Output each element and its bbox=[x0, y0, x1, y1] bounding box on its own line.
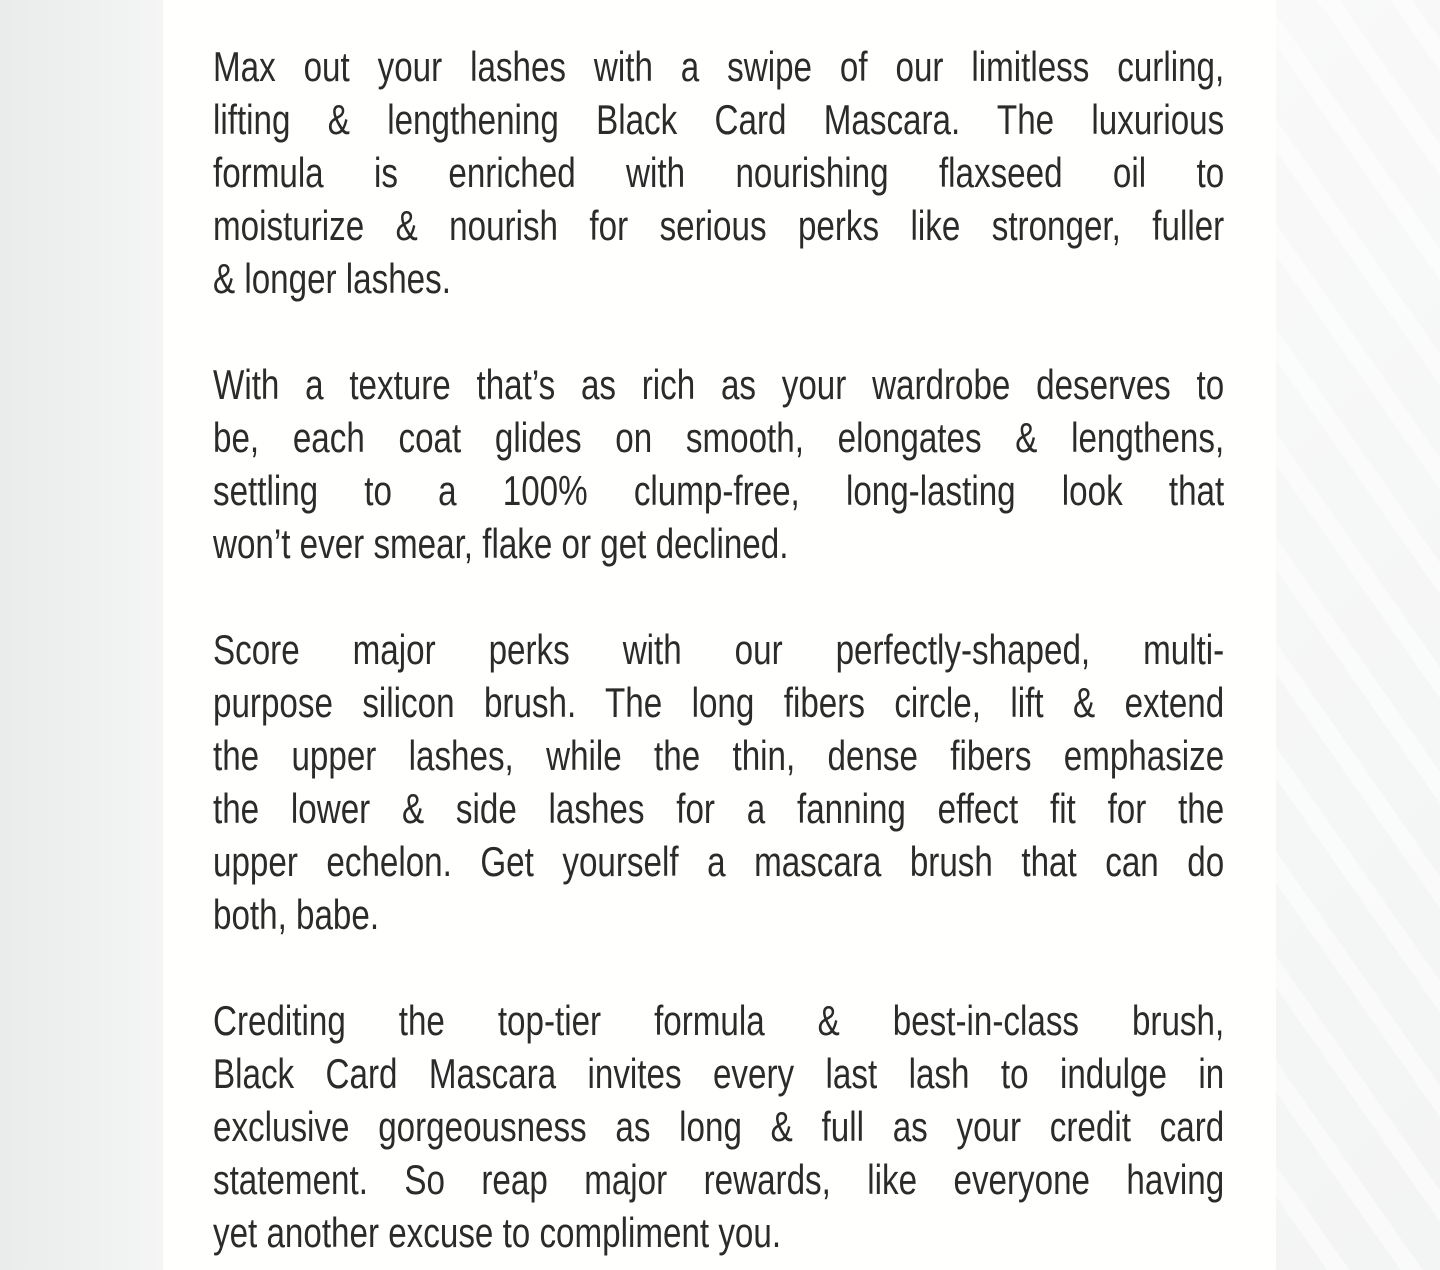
text-line: Score major perks with our perfectly-shaped, multi- bbox=[213, 626, 1225, 673]
product-description bbox=[213, 40, 1224, 1259]
text-line: Crediting the top-tier formula & best-in-class brush, bbox=[213, 997, 1225, 1044]
text-line: statement. So reap major rewards, like everyone having bbox=[213, 1156, 1225, 1203]
text-line: formula is enriched with nourishing flaxseed oil to bbox=[213, 149, 1225, 196]
text-line: purpose silicon brush. The long fibers circle, lift & extend bbox=[213, 679, 1225, 726]
text-line: & longer lashes. bbox=[213, 255, 451, 302]
text-line: exclusive gorgeousness as long & full as your credit card bbox=[213, 1103, 1225, 1150]
text-line: Black Card Mascara invites every last lash to indulge in bbox=[213, 1050, 1225, 1097]
text-line: both, babe. bbox=[213, 891, 380, 938]
text-line: With a texture that’s as rich as your wardrobe deserves to bbox=[213, 361, 1225, 408]
text-line: moisturize & nourish for serious perks like stronger, fuller bbox=[213, 202, 1225, 249]
text-line: yet another excuse to compliment you. bbox=[213, 1209, 782, 1256]
text-line: be, each coat glides on smooth, elongates & lengthens, bbox=[213, 414, 1225, 461]
right-margin-band bbox=[1276, 0, 1440, 1270]
paragraph-outro bbox=[213, 994, 1224, 1259]
text-line: the lower & side lashes for a fanning effect fit for the bbox=[213, 785, 1225, 832]
text-line: Max out your lashes with a swipe of our limitless curling, bbox=[213, 43, 1225, 90]
text-line: the upper lashes, while the thin, dense fibers emphasize bbox=[213, 732, 1225, 779]
paragraph-intro bbox=[213, 40, 1224, 305]
text-line: settling to a 100% clump-free, long-lasting look that bbox=[213, 467, 1225, 514]
left-margin-band bbox=[0, 0, 163, 1270]
text-line: won’t ever smear, flake or get declined. bbox=[213, 520, 789, 567]
text-line: lifting & lengthening Black Card Mascara. The luxurious bbox=[213, 96, 1225, 143]
paragraph-brush bbox=[213, 623, 1224, 941]
paragraph-texture bbox=[213, 358, 1224, 570]
text-line: upper echelon. Get yourself a mascara brush that can do bbox=[213, 838, 1225, 885]
